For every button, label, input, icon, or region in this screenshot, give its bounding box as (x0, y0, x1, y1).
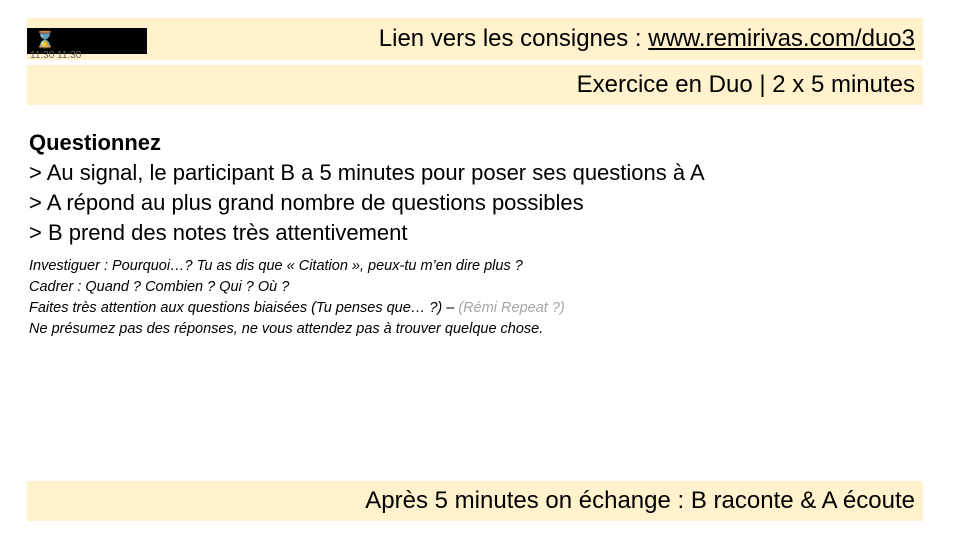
note-investiguer: Investiguer : Pourquoi…? Tu as dis que « Citation », peux-tu m’en dire plus ? (29, 258, 523, 274)
note-cadrer: Cadrer : Quand ? Combien ? Qui ? Où ? (29, 279, 290, 295)
note-biais (29, 298, 909, 319)
timer-readout: 11:30 11:30 (30, 50, 82, 61)
section-heading: Questionnez (29, 130, 162, 155)
instructions-link[interactable]: www.remirivas.com/duo3 (648, 25, 915, 52)
note-biais-aside: (Rémi Repeat ?) (458, 300, 565, 316)
instructions-link-band (27, 18, 923, 60)
main-content (29, 128, 909, 340)
footer-text: Après 5 minutes on échange : B raconte & A écoute (365, 487, 915, 514)
note-presumez: Ne présumez pas des réponses, ne vous attendez pas à trouver quelque chose. (29, 321, 544, 337)
hourglass-icon: ⌛ (35, 32, 55, 49)
instructions-link-prefix: Lien vers les consignes : (378, 25, 642, 52)
bullet-item: > Au signal, le participant B a 5 minutes pour poser ses questions à A (29, 160, 705, 185)
exercise-title-band (27, 65, 923, 105)
exercise-title: Exercice en Duo | 2 x 5 minutes (576, 71, 915, 98)
bullet-item: > A répond au plus grand nombre de questions possibles (29, 190, 584, 215)
notes-block (29, 256, 909, 340)
note-biais-text: Faites très attention aux questions biaisées (Tu penses que… ?) – (29, 300, 455, 316)
footer-band (27, 481, 923, 521)
bullet-item: > B prend des notes très attentivement (29, 220, 408, 245)
